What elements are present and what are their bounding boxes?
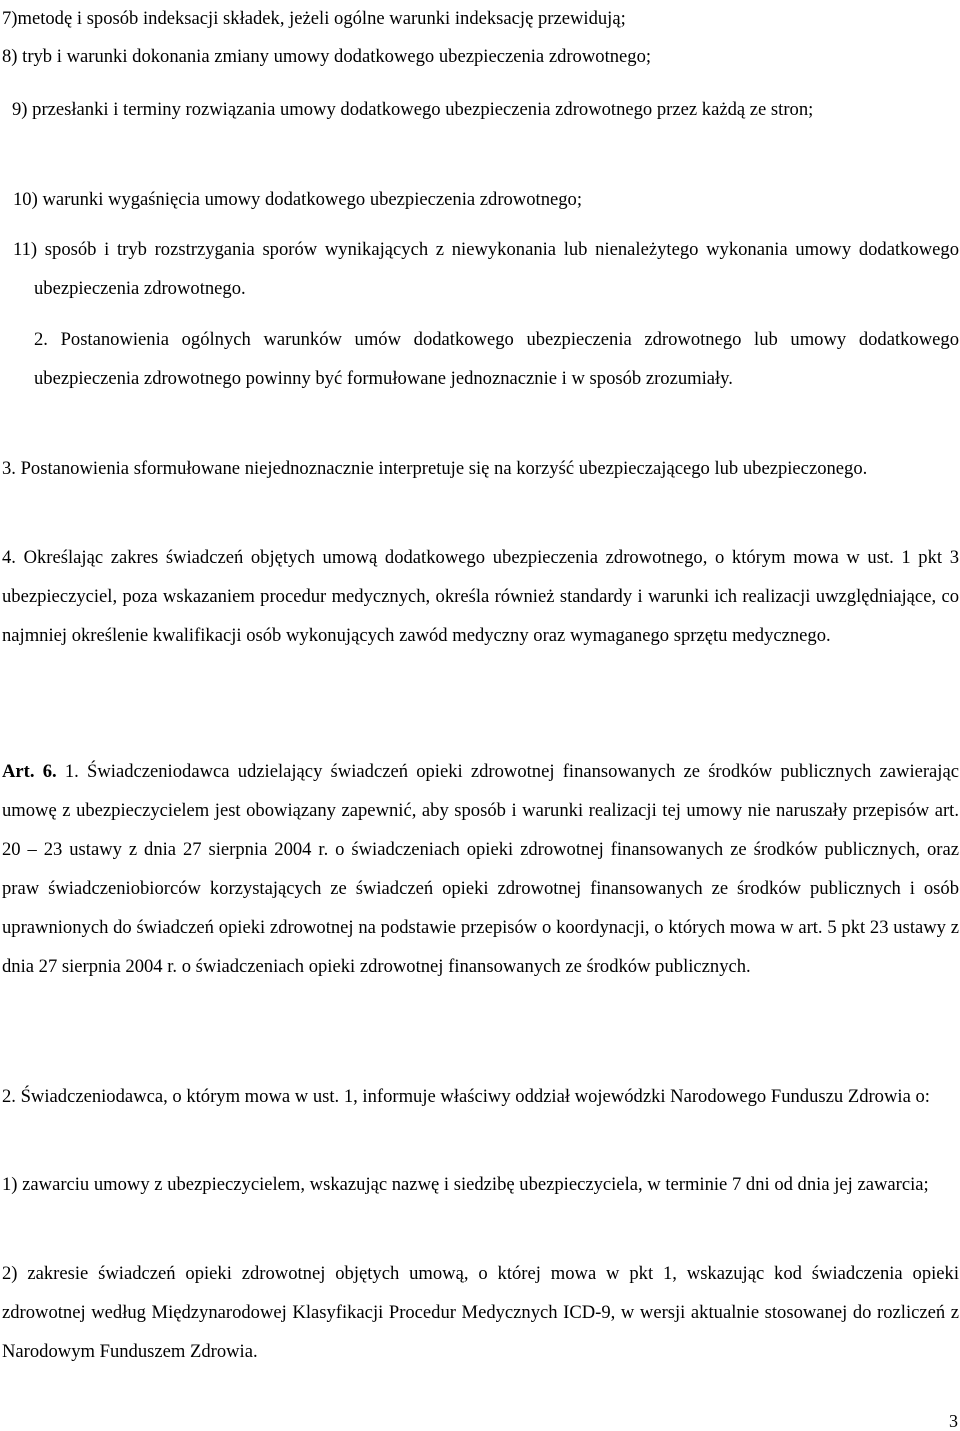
list-item-number: 10) <box>13 189 38 210</box>
list-item-number: 11) <box>13 239 38 260</box>
list-item-11 <box>13 230 959 308</box>
list-item-text: warunki wygaśnięcia umowy dodatkowego ubezpieczenia zdrowotnego; <box>42 189 583 210</box>
list-item-number: 7) <box>2 8 18 29</box>
list-item-number: 9) <box>12 99 28 120</box>
article-6-paragraph-2: 2. Świadczeniodawca, o którym mowa w ust. 1, informuje właściwy oddział wojewódzki Narodowego Funduszu Zdrowia o: <box>2 1086 930 1107</box>
list-item-text: przesłanki i terminy rozwiązania umowy dodatkowego ubezpieczenia zdrowotnego przez każdą ze stron; <box>32 99 814 120</box>
paragraph-4: 4. Określając zakres świadczeń objętych umową dodatkowego ubezpieczenia zdrowotnego, o którym mowa w ust. 1 pkt 3 ubezpieczyciel, poza wskazaniem procedur medycznych, określa również standardy i warunki ich realizacji uwzględniające, co najmniej określenie kwalifikacji osób wykonujących zawód medyczny oraz wymaganego sprzętu medycznego. <box>2 547 959 646</box>
paragraph-2: 2. Postanowienia ogólnych warunków umów dodatkowego ubezpieczenia zdrowotnego lub umowy dodatkowego ubezpieczenia zdrowotnego powinny być formułowane jednoznacznie i w sposób zrozumiały. <box>34 329 959 389</box>
list-item-7 <box>2 0 959 38</box>
list-item-text: metodę i sposób indeksacji składek, jeżeli ogólne warunki indeksację przewidują; <box>17 8 626 29</box>
article-6-paragraph-1 <box>2 752 959 986</box>
article-heading: Art. 6. <box>2 761 57 782</box>
list-item-number: 8) <box>2 46 18 67</box>
list-item-8 <box>2 37 959 76</box>
list-item-text: tryb i warunki dokonania zmiany umowy dodatkowego ubezpieczenia zdrowotnego; <box>22 46 652 67</box>
article-6-paragraph-1-text: 1. Świadczeniodawca udzielający świadczeń opieki zdrowotnej finansowanych ze środków publicznych zawierając umowę z ubezpieczycielem jest obowiązany zapewnić, aby sposób i warunki realizacji tej umowy nie naruszały przepisów art. 20 – 23 ustawy z dnia 27 sierpnia 2004 r. o świadczeniach opieki zdrowotnej finansowanych ze środków publicznych, oraz praw świadczeniobiorców korzystających ze świadczeń opieki zdrowotnej finansowanych ze środków publicznych i osób uprawnionych do świadczeń opieki zdrowotnej na podstawie przepisów o koordynacji, o których mowa w art. 5 pkt 23 ustawy z dnia 27 sierpnia 2004 r. o świadczeniach opieki zdrowotnej finansowanych ze środków publicznych. <box>2 761 959 977</box>
list-item-9 <box>12 90 959 129</box>
article-6-item-2: 2) zakresie świadczeń opieki zdrowotnej objętych umową, o której mowa w pkt 1, wskazując kod świadczenia opieki zdrowotnej według Międzynarodowej Klasyfikacji Procedur Medycznych ICD-9, w wersji aktualnie stosowanej do rozliczeń z Narodowym Funduszem Zdrowia. <box>2 1263 959 1362</box>
list-item-10 <box>13 180 959 219</box>
page-number: 3 <box>949 1411 958 1431</box>
list-item-text: sposób i tryb rozstrzygania sporów wynikających z niewykonania lub nienależytego wykonania umowy dodatkowego ubezpieczenia zdrowotnego. <box>34 239 959 299</box>
article-6-item-1: 1) zawarciu umowy z ubezpieczycielem, wskazując nazwę i siedzibę ubezpieczyciela, w terminie 7 dni od dnia jej zawarcia; <box>2 1174 929 1195</box>
paragraph-3: 3. Postanowienia sformułowane niejednoznacznie interpretuje się na korzyść ubezpieczającego lub ubezpieczonego. <box>2 458 868 479</box>
